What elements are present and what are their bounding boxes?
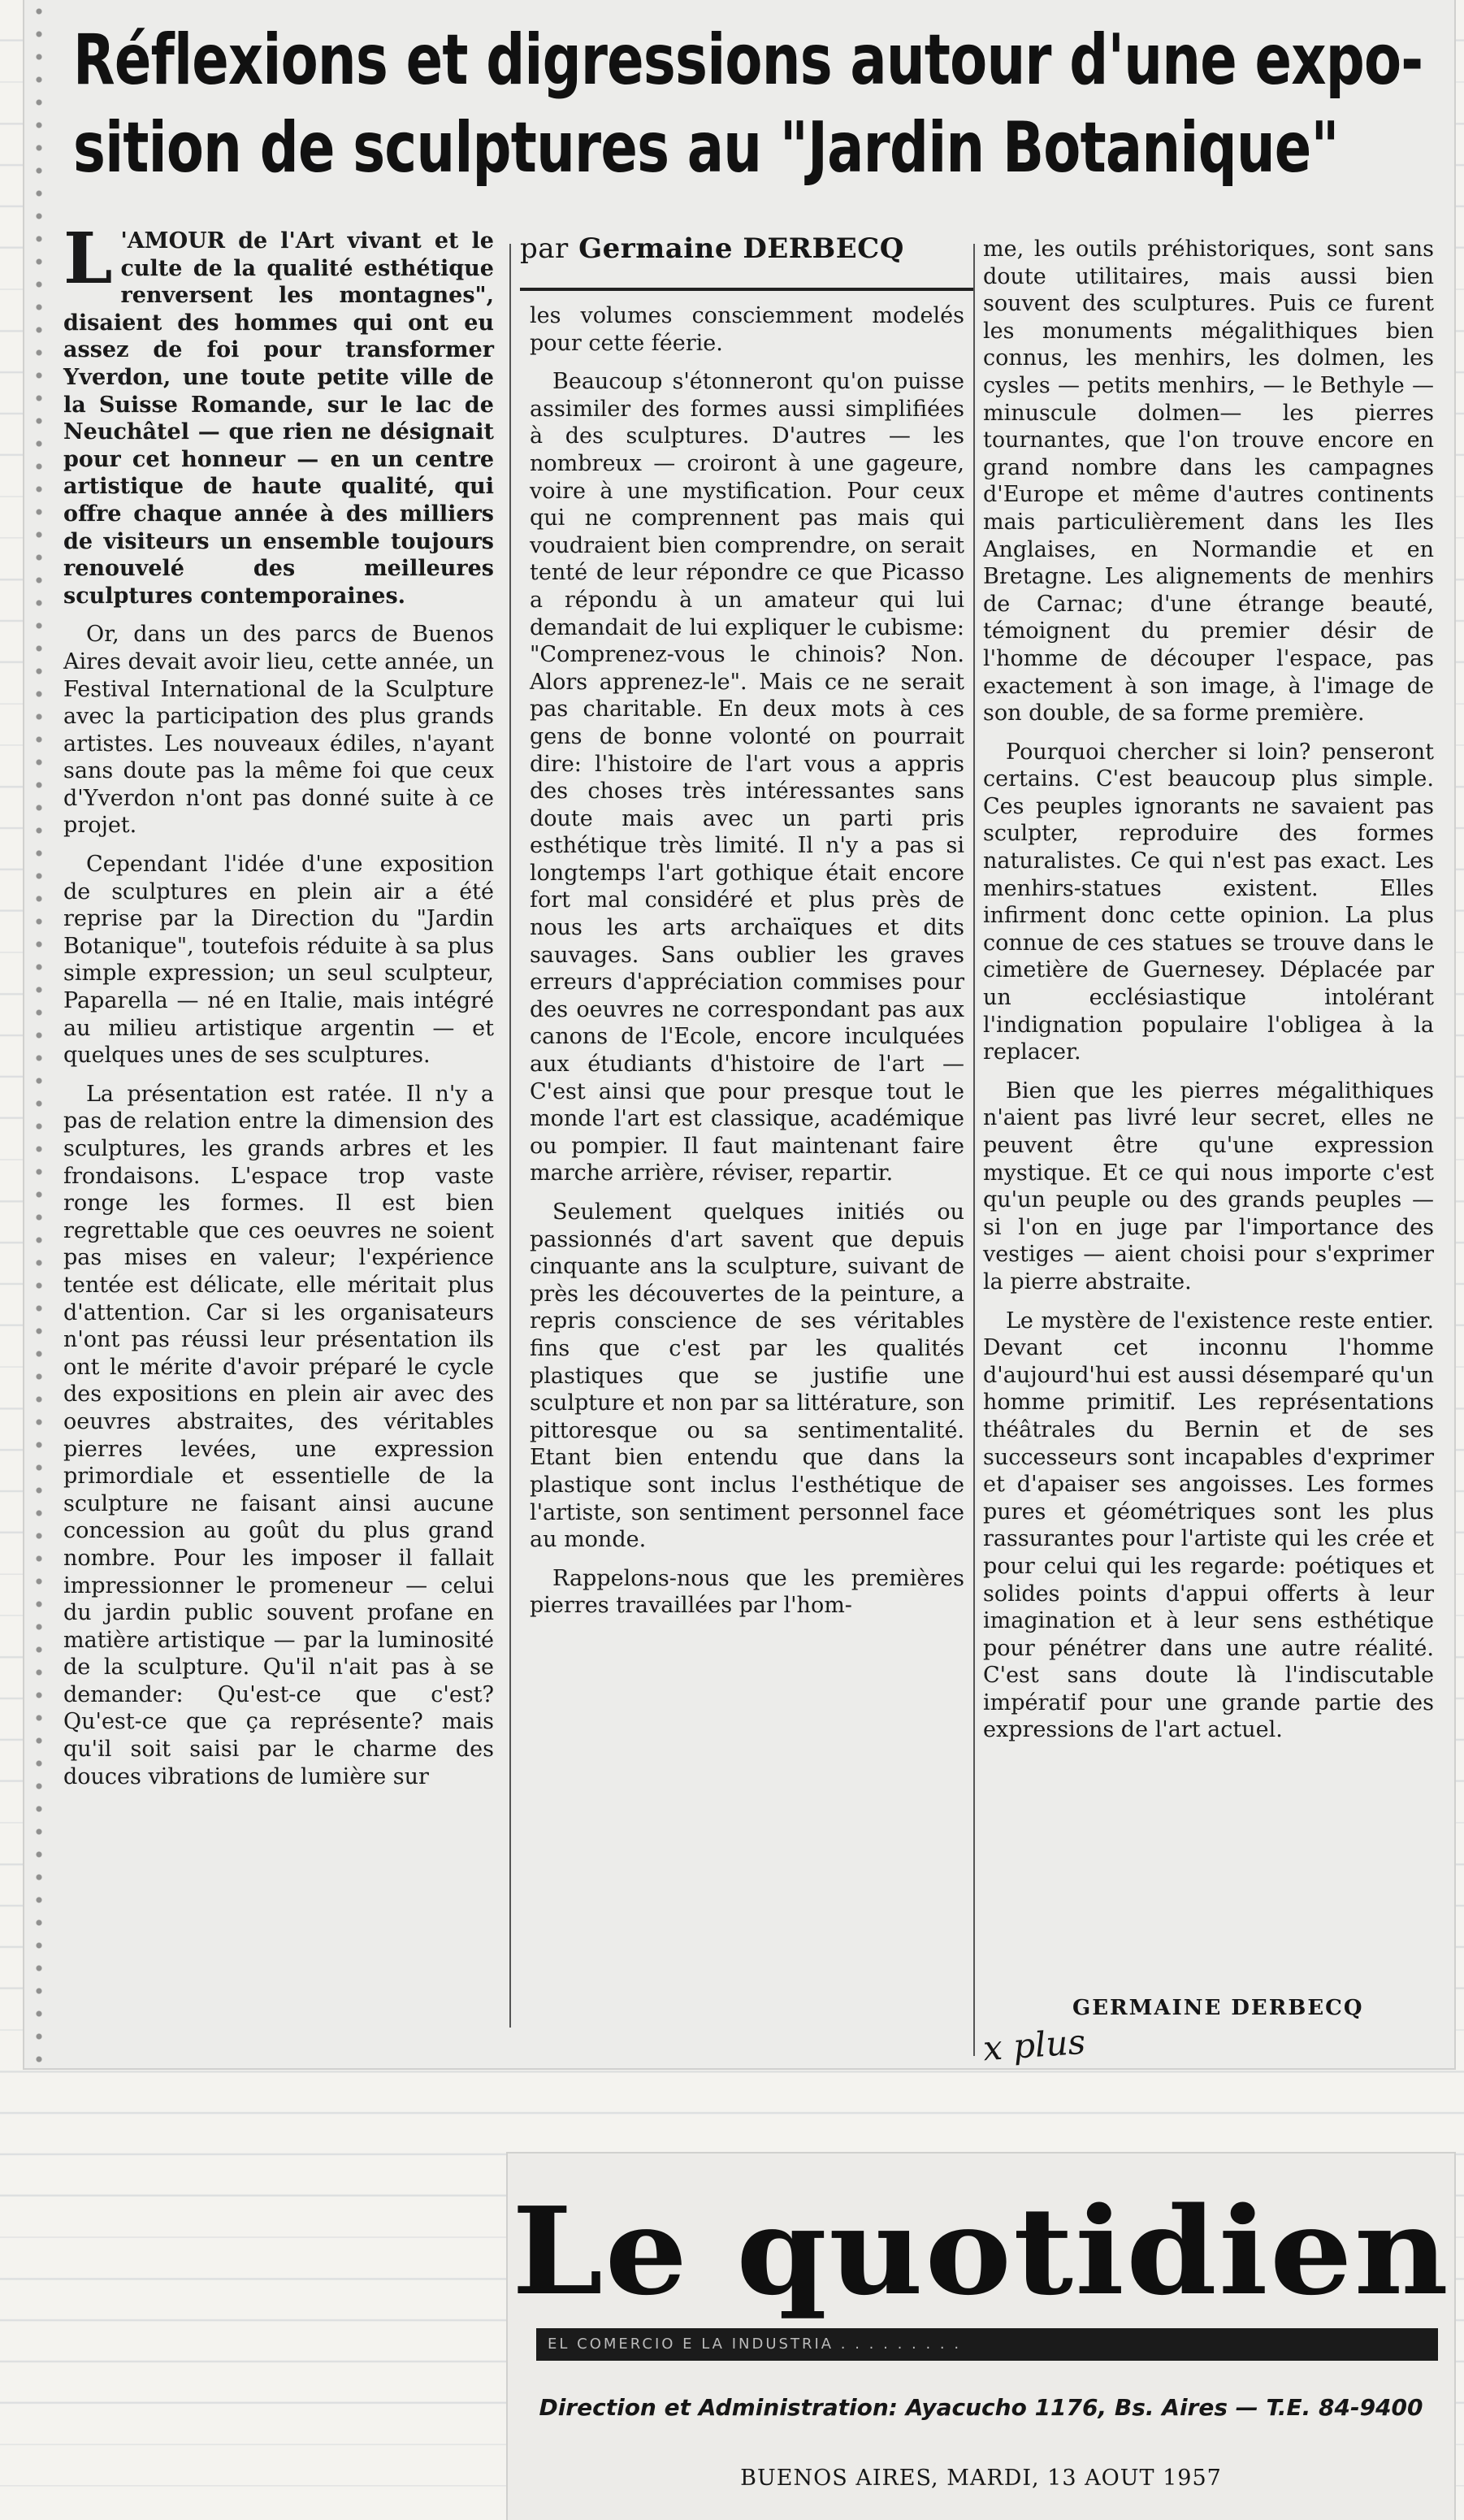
masthead-date: BUENOS AIRES, MARDI, 13 AOUT 1957 [740, 2466, 1222, 2491]
paragraph: les volumes consciemment modelés pour cette féerie. [530, 303, 964, 356]
paragraph: Pourquoi chercher si loin? penseront certains. C'est beaucoup plus simple. Ces peuples ignorants ne savaient pas sculpter, reproduire des formes naturalistes. Ce qui n'est pas exact. Les menhirs-statues existent. Elles infirment donc cette opinion. La plus connue de ces statues se trouve dans le cimetière de Guernesey. Déplacée par un ecclésiastique intolérant l'indignation populaire l'obligea à la replacer. [983, 739, 1434, 1065]
article-column-1 [63, 218, 494, 2040]
article-column-2 [530, 302, 964, 1822]
article-headline [73, 16, 1442, 192]
article-column-3 [983, 236, 1434, 1983]
paragraph: Seulement quelques initiés ou passionnés d'art savent que depuis cinquante ans la sculpture, suivant de près les découvertes de la peinture, a repris conscience de ses véritables fins que c'est par les qualités plastiques que se justifie une sculpture et non par sa littérature, son pittoresque ou sa sentimentalité. Etant bien entendu que dans la plastique sont inclus l'esthétique de l'artiste, son sentiment personnel face au monde. [530, 1199, 964, 1553]
drop-cap: L [63, 218, 113, 300]
paragraph: La présentation est ratée. Il n'y a pas de relation entre la dimension des sculptures, les grands arbres et les frondaisons. L'espace trop vaste ronge les formes. Il est bien regrettable que ces oeuvres ne soient pas mises en valeur; l'expérience tentée est délicate, elle méritait plus d'attention. Car si les organisateurs n'ont pas réussi leur présentation ils ont le mérite d'avoir préparé le cycle des expositions en plein air avec des oeuvres abstraites, des véritables pierres levées, une expression primordiale et essentielle de la sculpture ne faisant ainsi aucune concession au goût du plus grand nombre. Pour les imposer il fallait impressionner le promeneur — celui du jardin public souvent profane en matière artistique — par la luminosité de la sculpture. Qu'il n'ait pas à se demander: Qu'est-ce que c'est? Qu'est-ce que ça représente? mais qu'il soit saisi par le charme des douces vibrations de lumière sur [63, 1081, 494, 1789]
headline-line-2: sition de sculptures au "Jardin Botanique" [73, 107, 1339, 189]
article-lead [63, 218, 494, 609]
lead-text: 'AMOUR de l'Art vivant et le culte de la qualité esthétique renversent les montagnes", disaient des hommes qui ont eu assez de foi pour transformer Yverdon, une toute petite ville de la Suisse Romande, sur le lac de Neuchâtel — que rien ne désignait pour cet honneur — en un centre artistique de haute qualité, qui offre chaque année à des milliers de visiteurs un ensemble toujours renouvelé des meilleures sculptures contemporaines. [63, 228, 494, 609]
paragraph: Or, dans un des parcs de Buenos Aires devait avoir lieu, cette année, un Festival International de la Sculpture avec la participation des plus grands artistes. Les nouveaux édiles, n'ayant sans doute pas la même foi que ceux d'Yverdon n'ont pas donné suite à ce projet. [63, 622, 494, 839]
headline-line-1: Réflexions et digressions autour d'une expo- [73, 20, 1423, 101]
masthead-band-text: EL COMERCIO E LA INDUSTRIA . . . . . . . . . [548, 2336, 962, 2353]
byline-name: Germaine DERBECQ [578, 232, 904, 265]
paragraph: Cependant l'idée d'une exposition de sculptures en plein air a été reprise par la Direction du "Jardin Botanique", toutefois réduite à sa plus simple expression; un seul sculpteur, Paparella — né en Italie, mais intégré au milieu artistique argentin — et quelques unes de ses sculptures. [63, 852, 494, 1069]
paragraph: me, les outils préhistoriques, sont sans doute utilitaires, mais aussi bien souvent des sculptures. Puis ce furent les monuments mégalithiques bien connus, les menhirs, les dolmen, les cysles — petits menhirs, — le Bethyle — minuscule dolmen— les pierres tournantes, que l'on trouve encore en grand nombre dans les campagnes d'Europe et même d'autres continents mais particulièrement dans les Iles Anglaises, en Normandie et en Bretagne. Les alignements de menhirs de Carnac; d'une étrange beauté, témoignent du premier désir de l'homme de découper l'espace, pas exactement à son image, à l'image de son double, de sa forme première. [983, 236, 1434, 727]
paragraph: Rappelons-nous que les premières pierres travaillées par l'hom- [530, 1565, 964, 1619]
paragraph: Beaucoup s'étonneront qu'on puisse assimiler des formes aussi simplifiées à des sculptures. D'autres — les nombreux — croiront à une gageure, voire à une mystification. Pour ceux qui ne comprennent pas mais qui voudraient bien comprendre, on serait tenté de leur répondre ce que Picasso a répondu à un amateur qui lui demandait de lui expliquer le cubisme: "Comprenez-vous le chinois? Non. Alors apprenez-le". Mais ce ne serait pas charitable. En deux mots à ces gens de bonne volonté on pourrait dire: l'histoire de l'art vous a appris des choses très intéressantes sans doute mais avec un parti pris esthétique très limité. Il n'y a pas si longtemps l'art gothique était encore fort mal considéré et plus près de nous les arts archaïques et dits sauvages. Sans oublier les graves erreurs d'appréciation commises pour des oeuvres ne correspondant pas aux canons de l'Ecole, encore inculquées aux étudiants d'histoire de l'art — C'est ainsi que pour presque tout le monde l'art est classique, académique ou pompier. Il faut maintenant faire marche arrière, réviser, repartir. [530, 369, 964, 1186]
column-rule-2 [973, 244, 975, 2056]
masthead-address: Direction et Administration: Ayacucho 1176, Bs. Aires — T.E. 84-9400 [539, 2394, 1423, 2421]
article-signature: GERMAINE DERBECQ [1072, 1996, 1364, 2020]
newspaper-masthead [508, 2153, 1454, 2520]
masthead-title: Le quotidien [511, 2180, 1451, 2322]
column-rule-1 [509, 244, 511, 2028]
byline [520, 232, 979, 265]
paragraph: Le mystère de l'existence reste entier. Devant cet inconnu l'homme d'aujourd'hui est aussi désemparé qu'un homme primitif. Les représentations théâtrales du Bernin et de ses successeurs sont incapables d'exprimer et d'apaiser ses angoisses. Les formes pures et géométriques sont les plus rassurantes pour l'artiste qui les crée et pour celui qui les regarde: poétiques et solides points d'appui offerts à leur imagination et à leur sens esthétique pour pénétrer dans une autre réalité. C'est sans doute là l'indiscutable impératif pour une grande partie des expressions de l'art actuel. [983, 1308, 1434, 1743]
handwritten-note: x plus [981, 2021, 1087, 2069]
byline-rule [520, 288, 975, 291]
masthead-band [536, 2328, 1438, 2361]
byline-prefix: par [520, 232, 569, 265]
paragraph: Bien que les pierres mégalithiques n'aient pas livré leur secret, elles ne peuvent être qu'une expression mystique. Et ce qui nous importe c'est qu'un peuple ou des grands peuples — si l'on en juge par l'importance des vestiges — aient choisi pour s'exprimer la pierre abstraite. [983, 1078, 1434, 1295]
